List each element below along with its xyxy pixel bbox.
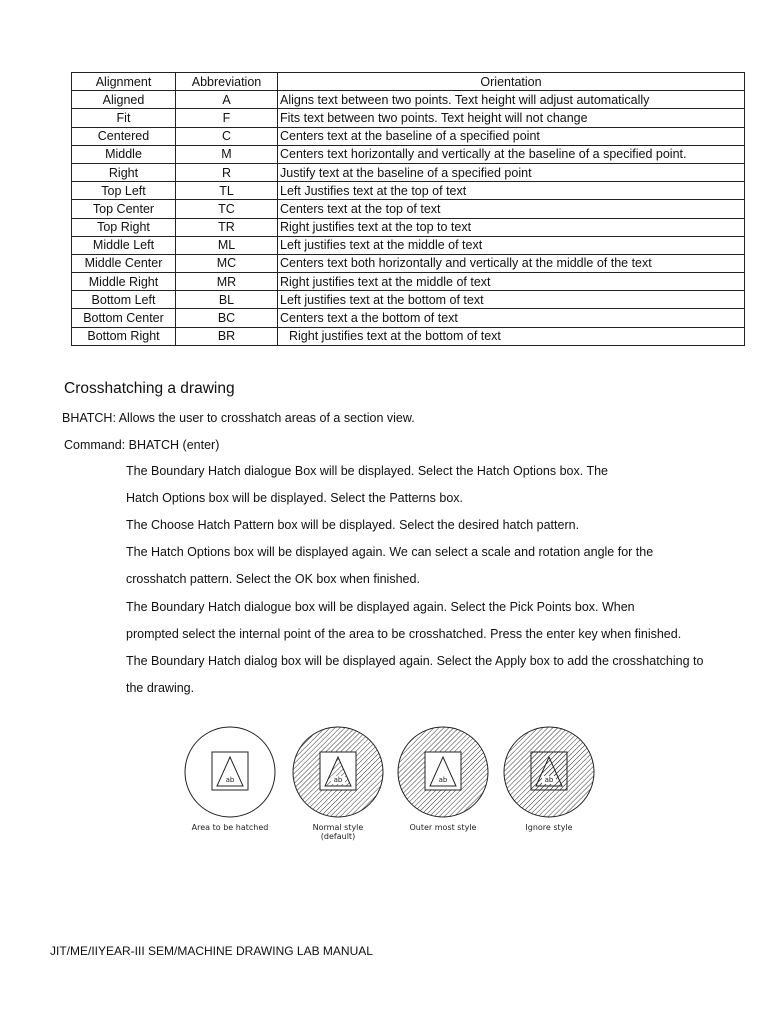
cell-orientation: Fits text between two points. Text height will not change: [278, 109, 745, 127]
figure-ab-label: ab: [544, 776, 554, 784]
cell-alignment: Top Left: [72, 182, 176, 200]
cell-alignment: Right: [72, 163, 176, 181]
cell-alignment: Middle: [72, 145, 176, 163]
cell-alignment: Bottom Right: [72, 327, 176, 345]
cell-alignment: Fit: [72, 109, 176, 127]
figure-normal-style: [293, 727, 383, 841]
cell-alignment: Bottom Center: [72, 309, 176, 327]
table-row: [72, 91, 745, 109]
instruction-line: Hatch Options box will be displayed. Select the Patterns box.: [126, 491, 463, 506]
instruction-line: The Hatch Options box will be displayed again. We can select a scale and rotation angle for the: [126, 545, 654, 560]
cell-orientation: Centers text a the bottom of text: [278, 309, 745, 327]
header-alignment: Alignment: [72, 73, 176, 91]
cell-orientation: Left justifies text at the middle of text: [278, 236, 745, 254]
section-title: Crosshatching a drawing: [64, 380, 235, 397]
instruction-line: crosshatch pattern. Select the OK box when finished.: [126, 572, 420, 587]
figure-caption: Normal style: [312, 823, 364, 832]
figure-caption-sub: (default): [320, 832, 356, 841]
table-row: [72, 218, 745, 236]
cell-orientation: Centers text at the top of text: [278, 200, 745, 218]
cell-orientation: Right justifies text at the top to text: [278, 218, 745, 236]
cell-abbreviation: MC: [176, 254, 278, 272]
cell-abbreviation: C: [176, 127, 278, 145]
table-header-row: [72, 73, 745, 91]
instruction-line: The Boundary Hatch dialogue box will be displayed again. Select the Pick Points box. When: [126, 599, 635, 614]
instruction-line: The Boundary Hatch dialog box will be displayed again. Select the Apply box to add the crosshatching to: [126, 653, 704, 668]
table-row: [72, 145, 745, 163]
cell-abbreviation: BR: [176, 327, 278, 345]
cell-alignment: Aligned: [72, 91, 176, 109]
cell-orientation: Centers text at the baseline of a specified point: [278, 127, 745, 145]
table-row: [72, 327, 745, 345]
alignment-table: [71, 72, 745, 346]
figure-ab-label: ab: [225, 776, 235, 784]
table-row: [72, 127, 745, 145]
cell-abbreviation: A: [176, 91, 278, 109]
figure-caption: Ignore style: [525, 823, 573, 832]
table-body: [72, 91, 745, 346]
table-row: [72, 273, 745, 291]
instruction-line: prompted select the internal point of the area to be crosshatched. Press the enter key when finished.: [126, 626, 682, 641]
table-row: [72, 236, 745, 254]
cell-alignment: Bottom Left: [72, 291, 176, 309]
cell-abbreviation: TL: [176, 182, 278, 200]
cell-alignment: Middle Center: [72, 254, 176, 272]
table-row: [72, 163, 745, 181]
cell-abbreviation: M: [176, 145, 278, 163]
cell-orientation: Centers text horizontally and vertically at the baseline of a specified point.: [278, 145, 745, 163]
figure-caption: Outer most style: [409, 823, 477, 832]
cell-abbreviation: TR: [176, 218, 278, 236]
cell-abbreviation: BL: [176, 291, 278, 309]
figure-ab-label: ab: [333, 776, 343, 784]
cell-abbreviation: ML: [176, 236, 278, 254]
header-abbreviation: Abbreviation: [176, 73, 278, 91]
figure-outer-most-style: [398, 727, 488, 832]
cell-abbreviation: F: [176, 109, 278, 127]
header-orientation: Orientation: [278, 73, 745, 91]
cell-orientation: Aligns text between two points. Text height will adjust automatically: [278, 91, 745, 109]
cell-abbreviation: TC: [176, 200, 278, 218]
cell-alignment: Middle Right: [72, 273, 176, 291]
cell-orientation: Right justifies text at the bottom of text: [278, 327, 745, 345]
table-row: [72, 291, 745, 309]
table-row: [72, 254, 745, 272]
figure-caption: Area to be hatched: [191, 823, 269, 832]
command-text: Command: BHATCH (enter): [64, 438, 220, 452]
hatch-styles-figure: [180, 724, 600, 854]
cell-alignment: Top Right: [72, 218, 176, 236]
figure-ab-label: ab: [438, 776, 448, 784]
cell-abbreviation: BC: [176, 309, 278, 327]
cell-orientation: Left Justifies text at the top of text: [278, 182, 745, 200]
cell-orientation: Right justifies text at the middle of text: [278, 273, 745, 291]
cell-abbreviation: R: [176, 163, 278, 181]
cell-orientation: Justify text at the baseline of a specified point: [278, 163, 745, 181]
footer-text: JIT/ME/IIYEAR-III SEM/MACHINE DRAWING LAB MANUAL: [50, 944, 373, 958]
figure-ignore-style: [504, 727, 594, 832]
cell-alignment: Middle Left: [72, 236, 176, 254]
instruction-line: The Boundary Hatch dialogue Box will be displayed. Select the Hatch Options box. The: [126, 464, 608, 478]
cell-orientation: Left justifies text at the bottom of text: [278, 291, 745, 309]
instruction-line: the drawing.: [126, 680, 195, 695]
cell-orientation: Centers text both horizontally and vertically at the middle of the text: [278, 254, 745, 272]
table-row: [72, 200, 745, 218]
table-row: [72, 309, 745, 327]
figure-area-to-be-hatched: [185, 727, 275, 832]
instruction-line: The Choose Hatch Pattern box will be displayed. Select the desired hatch pattern.: [126, 518, 580, 533]
table-row: [72, 182, 745, 200]
cell-alignment: Centered: [72, 127, 176, 145]
table-row: [72, 109, 745, 127]
intro-text: BHATCH: Allows the user to crosshatch areas of a section view.: [62, 411, 415, 425]
cell-alignment: Top Center: [72, 200, 176, 218]
cell-abbreviation: MR: [176, 273, 278, 291]
